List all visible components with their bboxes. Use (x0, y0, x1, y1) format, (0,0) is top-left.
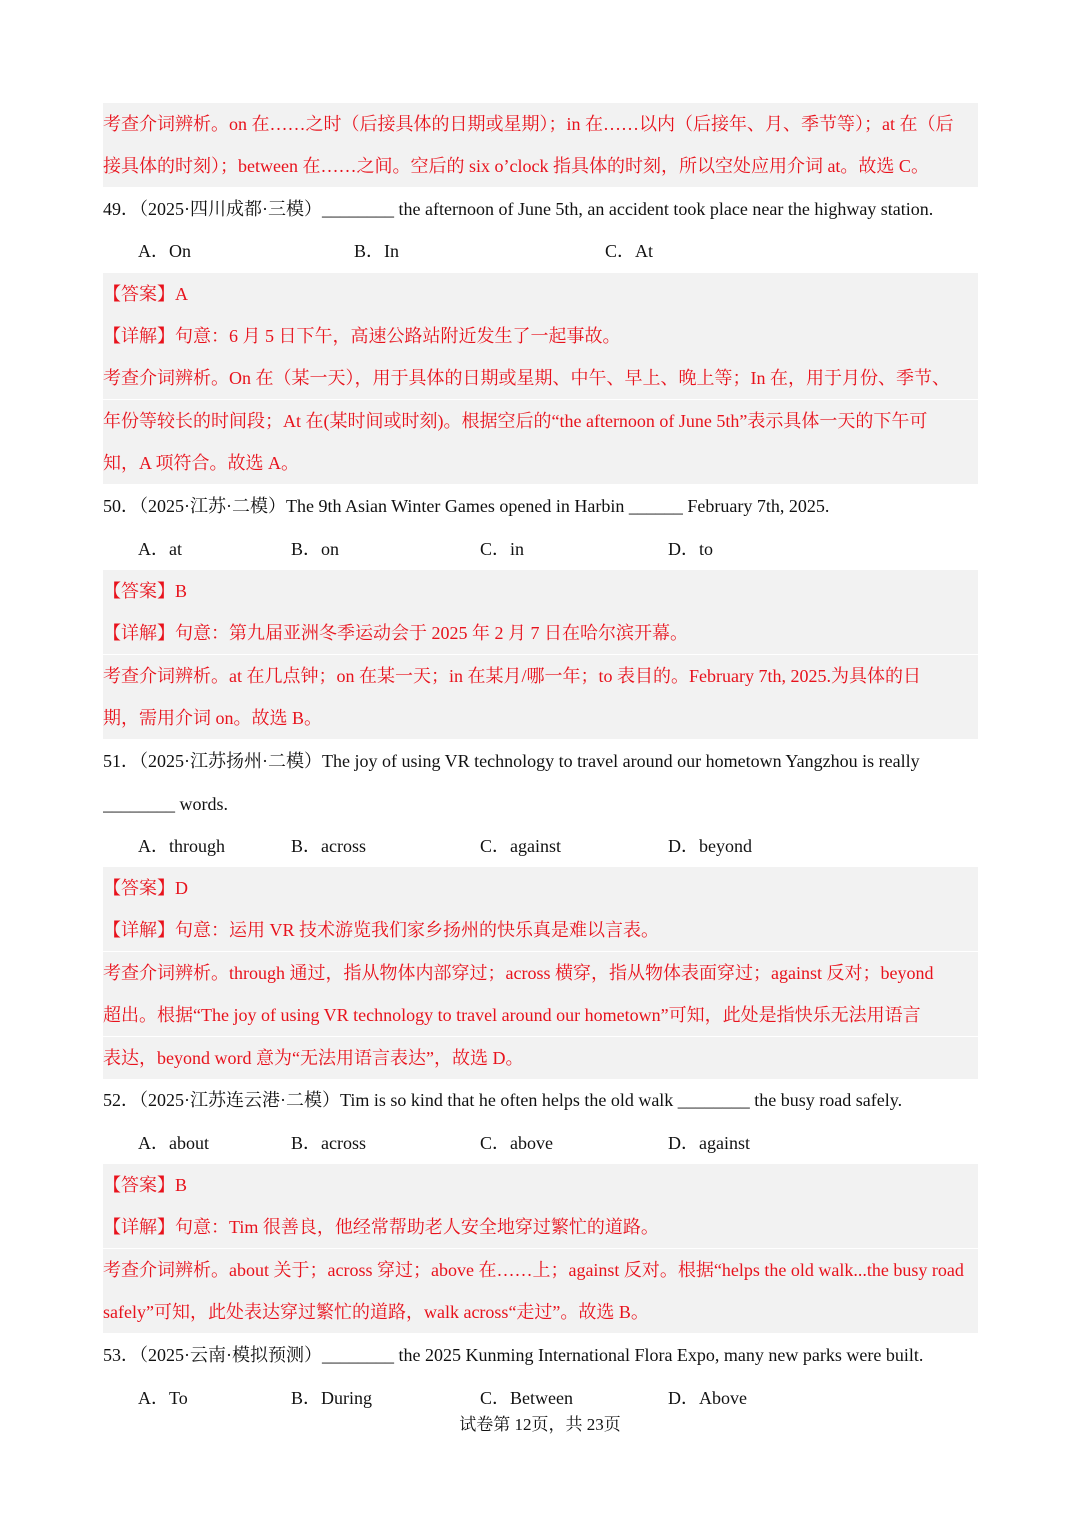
analysis-line: 考查介词辨析。through 通过，指从物体内部穿过；across 横穿，指从物体表面穿过；against 反对；beyond (103, 952, 978, 994)
option-d: D．beyond (668, 836, 752, 856)
option-b: B．on (291, 539, 340, 559)
option-c: C．Between (480, 1388, 573, 1408)
detail-line: 【详解】句意：运用 VR 技术游览我们家乡扬州的快乐真是难以言表。 (103, 909, 978, 951)
analysis-line: 期，需用介词 on。故选 B。 (103, 697, 978, 739)
analysis-line: 考查介词辨析。On 在（某一天），用于具体的日期或星期、中午、早上、晚上等；In 在，用于月份、季节、 (103, 357, 978, 399)
option-a: A．To (138, 1388, 188, 1408)
option-d: D．to (668, 539, 713, 559)
option-d: D．against (668, 1133, 750, 1153)
option-b: B．During (291, 1388, 372, 1408)
detail-line: 【详解】句意：Tim 很善良，他经常帮助老人安全地穿过繁忙的道路。 (103, 1206, 978, 1248)
analysis-line: 超出。根据“The joy of using VR technology to travel around our hometown”可知，此处是指快乐无法用语言 (103, 994, 978, 1036)
option-a: A．about (138, 1133, 209, 1153)
option-c: C．against (480, 836, 561, 856)
question-stem: 49．（2025·四川成都·三模）________ the afternoon of June 5th, an accident took place near the highway station. (103, 199, 934, 219)
option-a: A．at (138, 539, 182, 559)
option-b: B．across (291, 1133, 366, 1153)
option-b: B．In (354, 241, 399, 261)
analysis-line: 表达，beyond word 意为“无法用语言表达”，故选 D。 (103, 1037, 978, 1079)
answer-label: 【答案】B (103, 570, 978, 612)
analysis-line: 知，A 项符合。故选 A。 (103, 442, 978, 484)
option-c: C．in (480, 539, 525, 559)
page-footer: 试卷第 12页，共 23页 (459, 1415, 621, 1434)
option-c: C．At (605, 241, 654, 261)
question-options (103, 825, 978, 867)
detail-line: 【详解】句意：第九届亚洲冬季运动会于 2025 年 2 月 7 日在哈尔滨开幕。 (103, 612, 978, 654)
question-options (103, 528, 978, 570)
question-options (103, 1122, 978, 1164)
answer-label: 【答案】B (103, 1164, 978, 1206)
analysis-line: 考查介词辨析。on 在……之时（后接具体的日期或星期）；in 在……以内（后接年、月、季节等）；at 在（后 (103, 103, 978, 145)
analysis-line: 考查介词辨析。at 在几点钟；on 在某一天；in 在某月/哪一年；to 表目的。February 7th, 2025.为具体的日 (103, 655, 978, 697)
analysis-line: 年份等较长的时间段；At 在(某时间或时刻)。根据空后的“the afternoon of June 5th”表示具体一天的下午可 (103, 400, 978, 442)
question-stem: 53．（2025·云南·模拟预测）________ the 2025 Kunming International Flora Expo, many new parks were built. (103, 1345, 924, 1365)
question-stem: 51．（2025·江苏扬州·二模）The joy of using VR technology to travel around our hometown Yangzhou is really (103, 751, 920, 771)
question-stem: 50．（2025·江苏·二模）The 9th Asian Winter Games opened in Harbin ______ February 7th, 2025. (103, 496, 830, 516)
detail-line: 【详解】句意：6 月 5 日下午，高速公路站附近发生了一起事故。 (103, 315, 978, 357)
option-c: C．above (480, 1133, 553, 1153)
question-stem: 52．（2025·江苏连云港·二模）Tim is so kind that he often helps the old walk ________ the busy road safely. (103, 1090, 903, 1110)
option-b: B．across (291, 836, 366, 856)
question-stem-continued: ________ words. (103, 794, 228, 814)
analysis-line: 考查介词辨析。about 关于；across 穿过；above 在……上；against 反对。根据“helps the old walk...the busy road (103, 1249, 978, 1291)
analysis-line: safely”可知，此处表达穿过繁忙的道路，walk across“走过”。故选 B。 (103, 1291, 978, 1333)
answer-label: 【答案】D (103, 867, 978, 909)
analysis-line: 接具体的时刻）；between 在……之间。空后的 six o’clock 指具体的时刻，所以空处应用介词 at。故选 C。 (103, 145, 978, 187)
option-a: A．On (138, 241, 191, 261)
question-options (103, 230, 978, 272)
answer-label: 【答案】A (103, 273, 978, 315)
option-d: D．Above (668, 1388, 747, 1408)
option-a: A．through (138, 836, 225, 856)
